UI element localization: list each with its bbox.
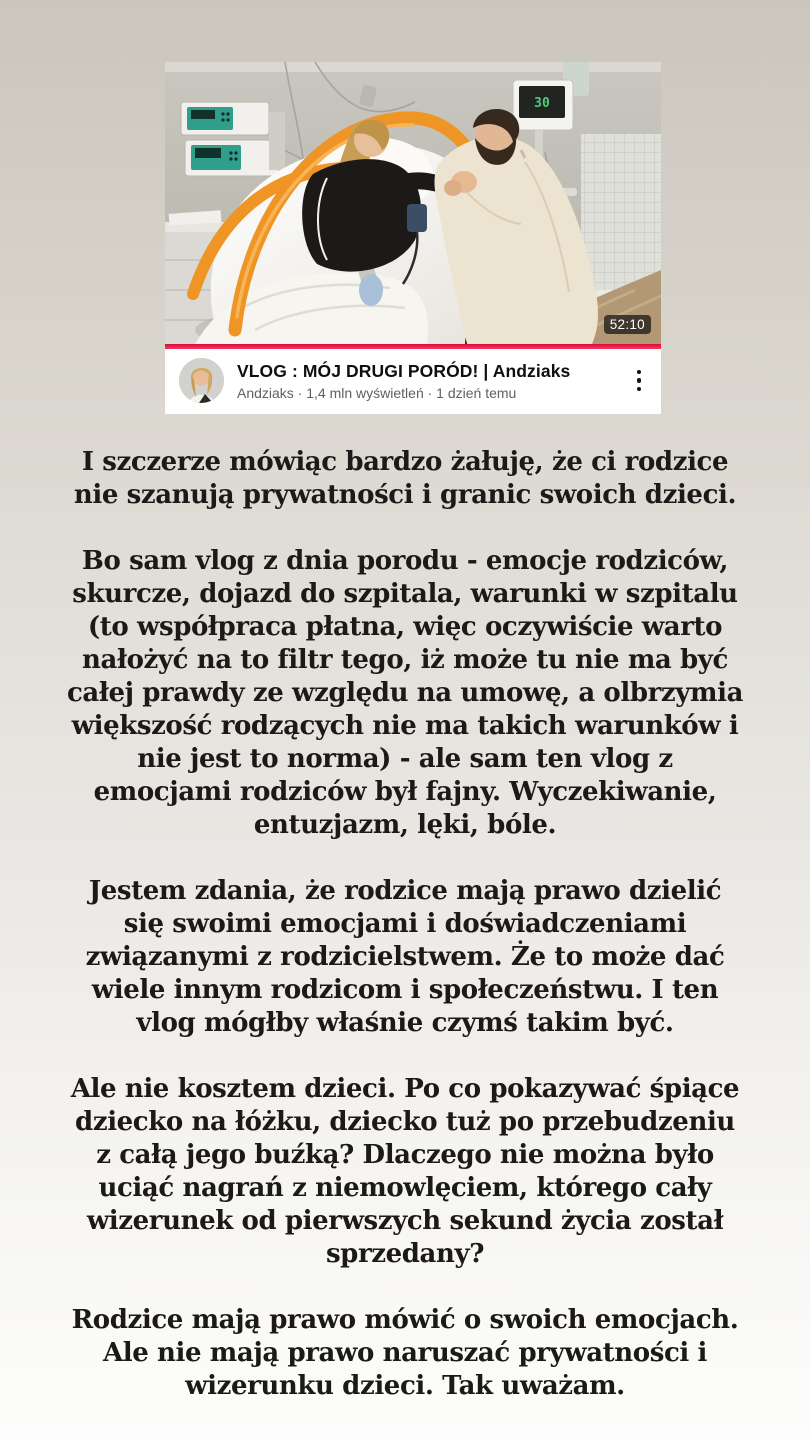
channel-avatar[interactable] [179,358,224,403]
video-thumbnail[interactable] [165,62,661,344]
video-text-block [237,361,616,401]
video-progress-track[interactable] [165,344,661,349]
hospital-scene-illustration [165,62,661,344]
video-info-bar [165,349,661,414]
story-text-block [65,446,745,1436]
video-progress-bar [165,344,661,349]
video-title[interactable]: VLOG : MÓJ DRUGI PORÓD! | Andziaks [237,360,571,381]
avatar-illustration [179,358,224,403]
video-meta: Andziaks · 1,4 mln wyświetleń · 1 dzień temu [237,384,517,401]
youtube-video-card[interactable] [165,62,661,414]
kebab-menu-icon[interactable] [629,366,649,396]
story-paragraph: Jestem zdania, że rodzice mają prawo dzielić się swoimi emocjami i doświadczeniami związanymi z rodzicielstwem. Że to może dać wiele innym rodzicom i społeczeństwu. I ten vlog mógłby właśnie czymś takim być. [85,876,725,1038]
story-paragraph: I szczerze mówiąc bardzo żałuję, że ci rodzice nie szanują prywatności i granic swoich dzieci. [73,447,737,510]
story-paragraph: Ale nie kosztem dzieci. Po co pokazywać śpiące dziecko na łóżku, dziecko tuż po przebudzeniu z całą jego buźką? Dlaczego nie można było uciąć nagrań z niemowlęciem, którego cały wizerunek od pierwszych sekund życia został sprzedany? [70,1074,740,1269]
svg-text:30: 30 [534,96,550,111]
story-paragraph: Rodzice mają prawo mówić o swoich emocjach. Ale nie mają prawo naruszać prywatności i wizerunku dzieci. Tak uważam. [71,1305,739,1401]
duration-badge: 52:10 [604,315,651,335]
story-paragraph: Bo sam vlog z dnia porodu - emocje rodziców, skurcze, dojazd do szpitala, warunki w szpitalu (to współpraca płatna, więc oczywiście warto nałożyć na to filtr tego, iż może tu nie ma być całej prawdy ze względu na umowę, a olbrzymia większość rodzących nie ma takich warunków i nie jest to norma) - ale sam ten vlog z emocjami rodziców był fajny. Wyczekiwanie, entuzjazm, lęki, bóle. [66,546,744,840]
